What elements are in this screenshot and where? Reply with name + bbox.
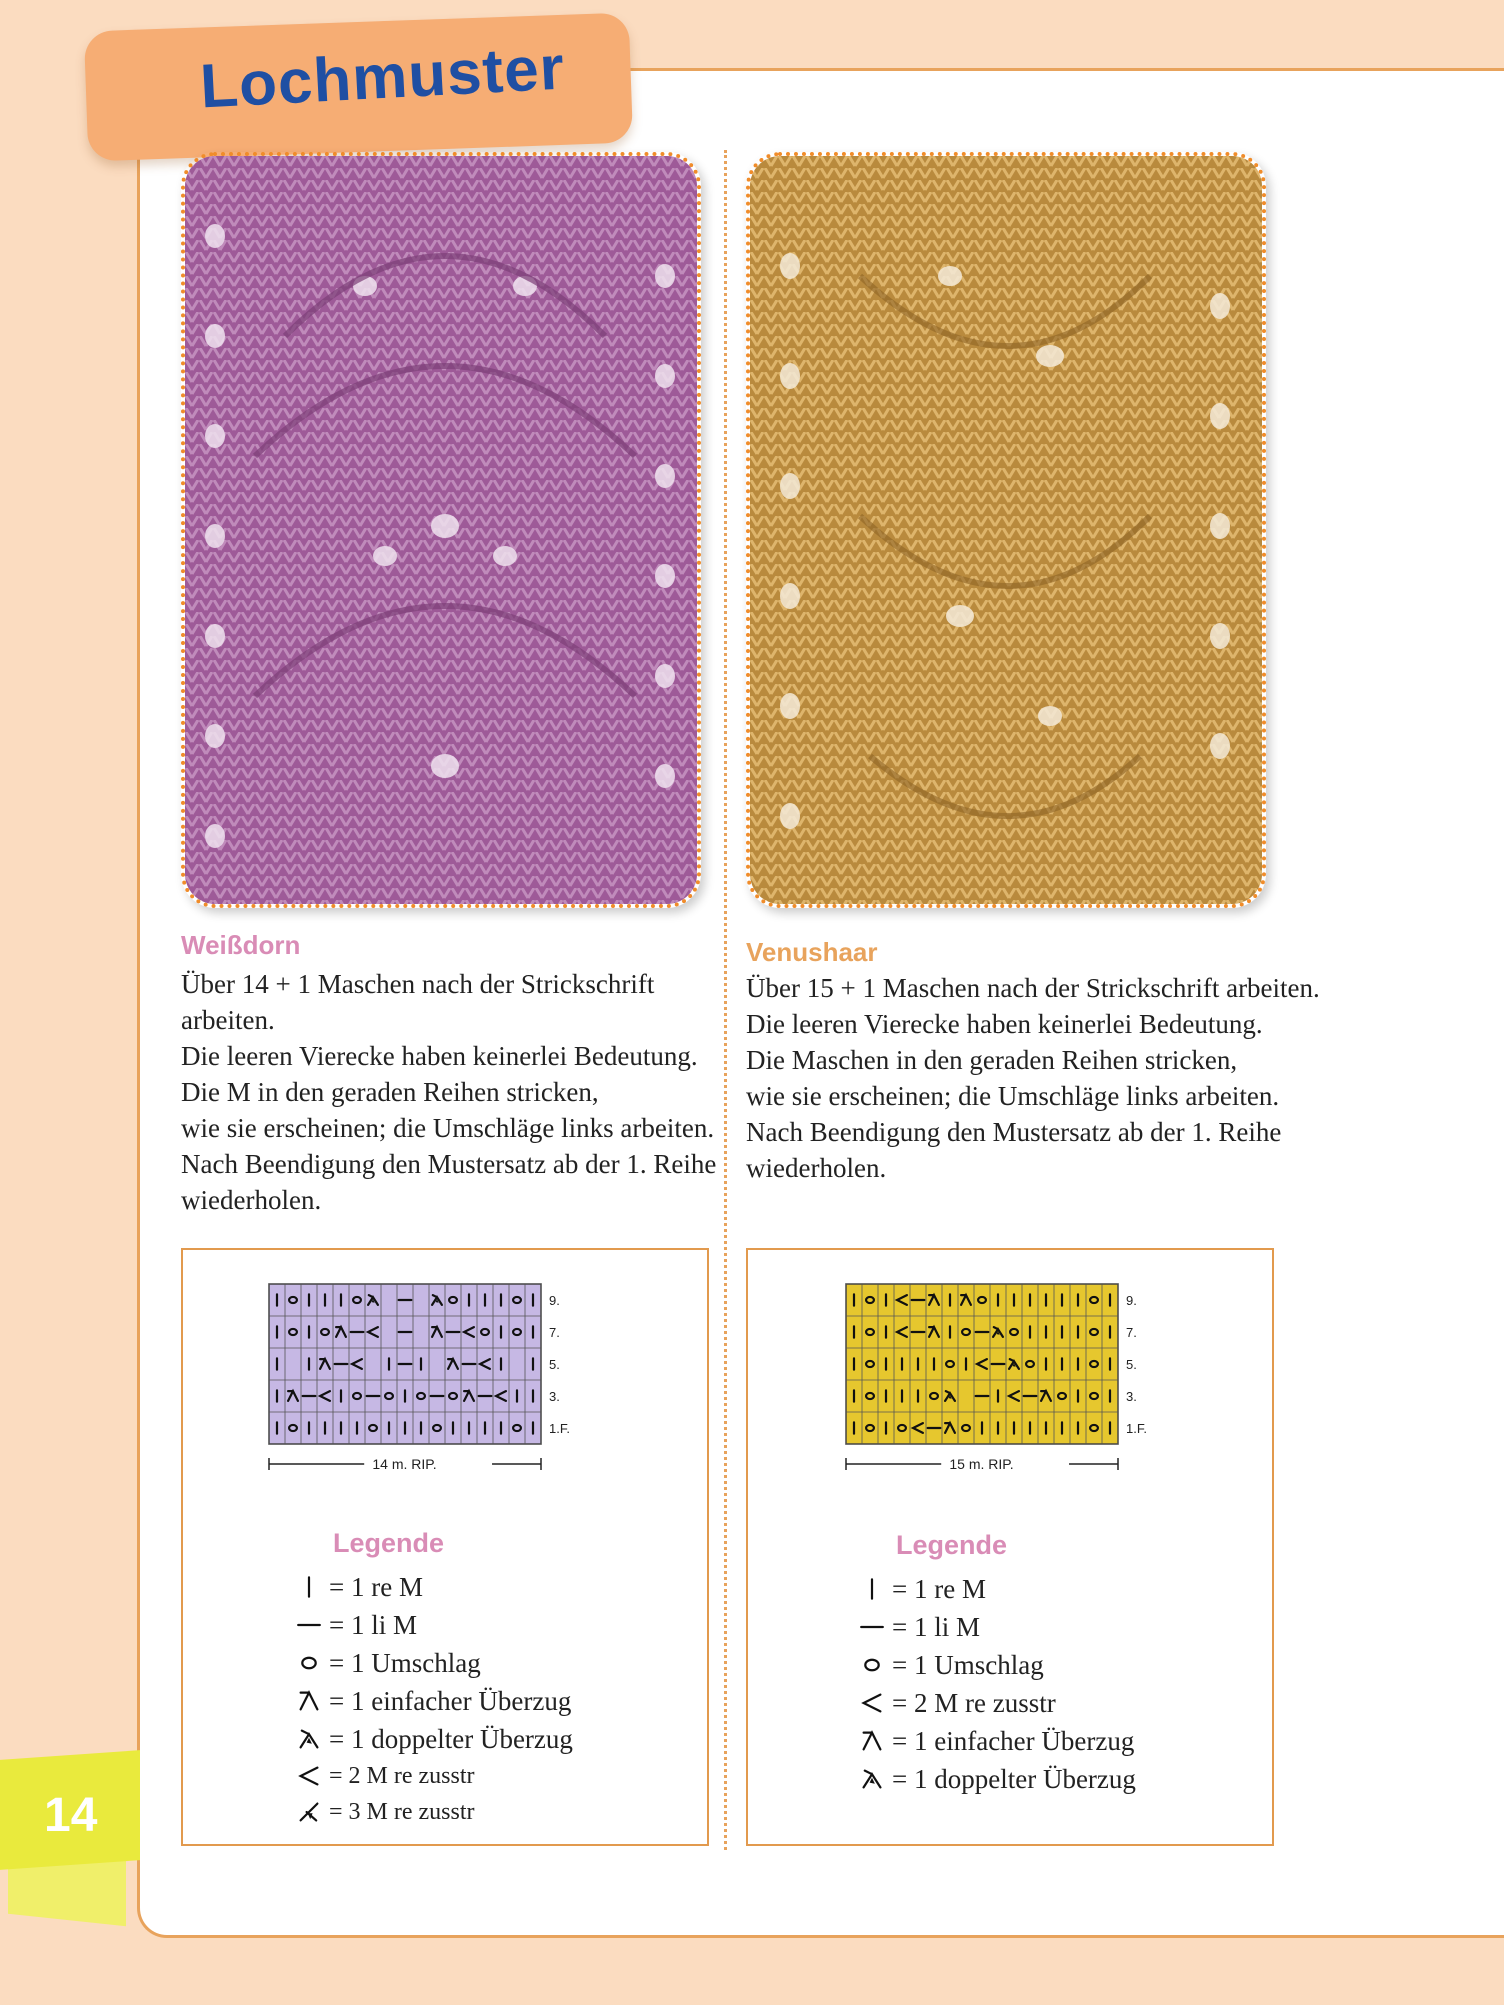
pattern-title-weissdorn: Weißdorn — [181, 930, 301, 960]
legend-item-k2tog — [295, 1758, 573, 1794]
legend-list-venushaar — [858, 1570, 1136, 1798]
chart-row-number: 1.F. — [549, 1421, 570, 1436]
instruction-line: Die leeren Vierecke haben keinerlei Bedeutung. — [181, 1041, 698, 1071]
purl-icon — [295, 1611, 323, 1639]
legend-item-knit — [858, 1570, 1136, 1608]
legend-item-text: = 1 doppelter Überzug — [892, 1763, 1136, 1794]
legend-item-knit — [295, 1568, 573, 1606]
knit-icon — [858, 1575, 886, 1603]
legend-item-text: = 1 Umschlag — [892, 1649, 1044, 1680]
legend-item-skp — [858, 1722, 1136, 1760]
legend-item-purl — [295, 1606, 573, 1644]
instruction-line: Über 14 + 1 Maschen nach der Strickschrift — [181, 969, 655, 999]
legend-item-text: = 1 einfacher Überzug — [329, 1685, 572, 1716]
legend-item-text: = 2 M re zusstr — [329, 1762, 475, 1789]
legend-item-yarnover — [858, 1646, 1136, 1684]
knitting-chart-venushaar — [836, 1276, 1256, 1526]
pattern-instructions-weissdorn — [181, 966, 716, 1218]
legend-item-yarnover — [295, 1644, 573, 1682]
chart-row-number: 1.F. — [1126, 1421, 1147, 1436]
legend-item-text: = 1 li M — [329, 1609, 417, 1640]
purl-icon — [858, 1613, 886, 1641]
chart-row-number: 7. — [549, 1325, 560, 1340]
legend-item-sk2p — [858, 1760, 1136, 1798]
instruction-line: wiederholen. — [746, 1153, 887, 1183]
chart-repeat-label: 14 m. RIP. — [372, 1456, 437, 1472]
instruction-line: arbeiten. — [181, 1005, 275, 1035]
legend-title: Legende — [896, 1530, 1008, 1560]
k3tog-icon — [295, 1798, 323, 1826]
legend-title: Legende — [333, 1528, 445, 1558]
legend-list-weissdorn — [295, 1568, 573, 1830]
instruction-line: Die M in den geraden Reihen stricken, — [181, 1077, 599, 1107]
legend-item-text: = 2 M re zusstr — [892, 1687, 1056, 1718]
legend-item-skp — [295, 1682, 573, 1720]
page-title: Lochmuster — [198, 33, 567, 122]
legend-item-sk2p — [295, 1720, 573, 1758]
instruction-line: Die leeren Vierecke haben keinerlei Bedeutung. — [746, 1009, 1263, 1039]
instruction-line: wie sie erscheinen; die Umschläge links arbeiten. — [181, 1113, 715, 1143]
legend-item-text: = 1 re M — [329, 1571, 423, 1602]
chart-row-number: 9. — [549, 1293, 560, 1308]
chart-box-weissdorn — [181, 1248, 709, 1846]
instruction-line: wie sie erscheinen; die Umschläge links arbeiten. — [746, 1081, 1280, 1111]
chart-row-number: 9. — [1126, 1293, 1137, 1308]
chart-row-number: 3. — [549, 1389, 560, 1404]
legend-item-text: = 1 re M — [892, 1573, 986, 1604]
column-divider — [724, 150, 727, 1850]
legend-item-text: = 1 doppelter Überzug — [329, 1723, 573, 1754]
legend-item-text: = 1 einfacher Überzug — [892, 1725, 1135, 1756]
legend-item-k2tog — [858, 1684, 1136, 1722]
yarnover-icon — [858, 1651, 886, 1679]
instruction-line: Die Maschen in den geraden Reihen stricken, — [746, 1045, 1238, 1075]
k2tog-icon — [858, 1689, 886, 1717]
chart-repeat-label: 15 m. RIP. — [949, 1456, 1014, 1472]
sk2p-icon — [858, 1765, 886, 1793]
chart-row-number: 5. — [549, 1357, 560, 1372]
page-number: 14 — [44, 1789, 98, 1842]
legend-item-text: = 1 li M — [892, 1611, 980, 1642]
chart-row-number: 7. — [1126, 1325, 1137, 1340]
skp-icon — [295, 1687, 323, 1715]
skp-icon — [858, 1727, 886, 1755]
chart-row-number: 3. — [1126, 1389, 1137, 1404]
chart-row-number: 5. — [1126, 1357, 1137, 1372]
instruction-line: wiederholen. — [181, 1185, 322, 1215]
swatch-photo-weissdorn — [181, 152, 701, 908]
legend-item-text: = 3 M re zusstr — [329, 1798, 475, 1825]
instruction-line: Nach Beendigung den Mustersatz ab der 1. Reihe — [746, 1117, 1282, 1147]
pattern-instructions-venushaar — [746, 970, 1320, 1186]
sk2p-icon — [295, 1725, 323, 1753]
instruction-line: Nach Beendigung den Mustersatz ab der 1. Reihe — [181, 1149, 717, 1179]
legend-item-k3tog — [295, 1794, 573, 1830]
pattern-title-venushaar: Venushaar — [746, 937, 878, 967]
legend-item-text: = 1 Umschlag — [329, 1647, 481, 1678]
k2tog-icon — [295, 1762, 323, 1790]
instruction-line: Über 15 + 1 Maschen nach der Strickschrift arbeiten. — [746, 973, 1320, 1003]
knitting-chart-weissdorn — [259, 1276, 679, 1526]
knit-icon — [295, 1573, 323, 1601]
swatch-photo-venushaar — [746, 152, 1266, 908]
legend-item-purl — [858, 1608, 1136, 1646]
chart-box-venushaar — [746, 1248, 1274, 1846]
yarnover-icon — [295, 1649, 323, 1677]
